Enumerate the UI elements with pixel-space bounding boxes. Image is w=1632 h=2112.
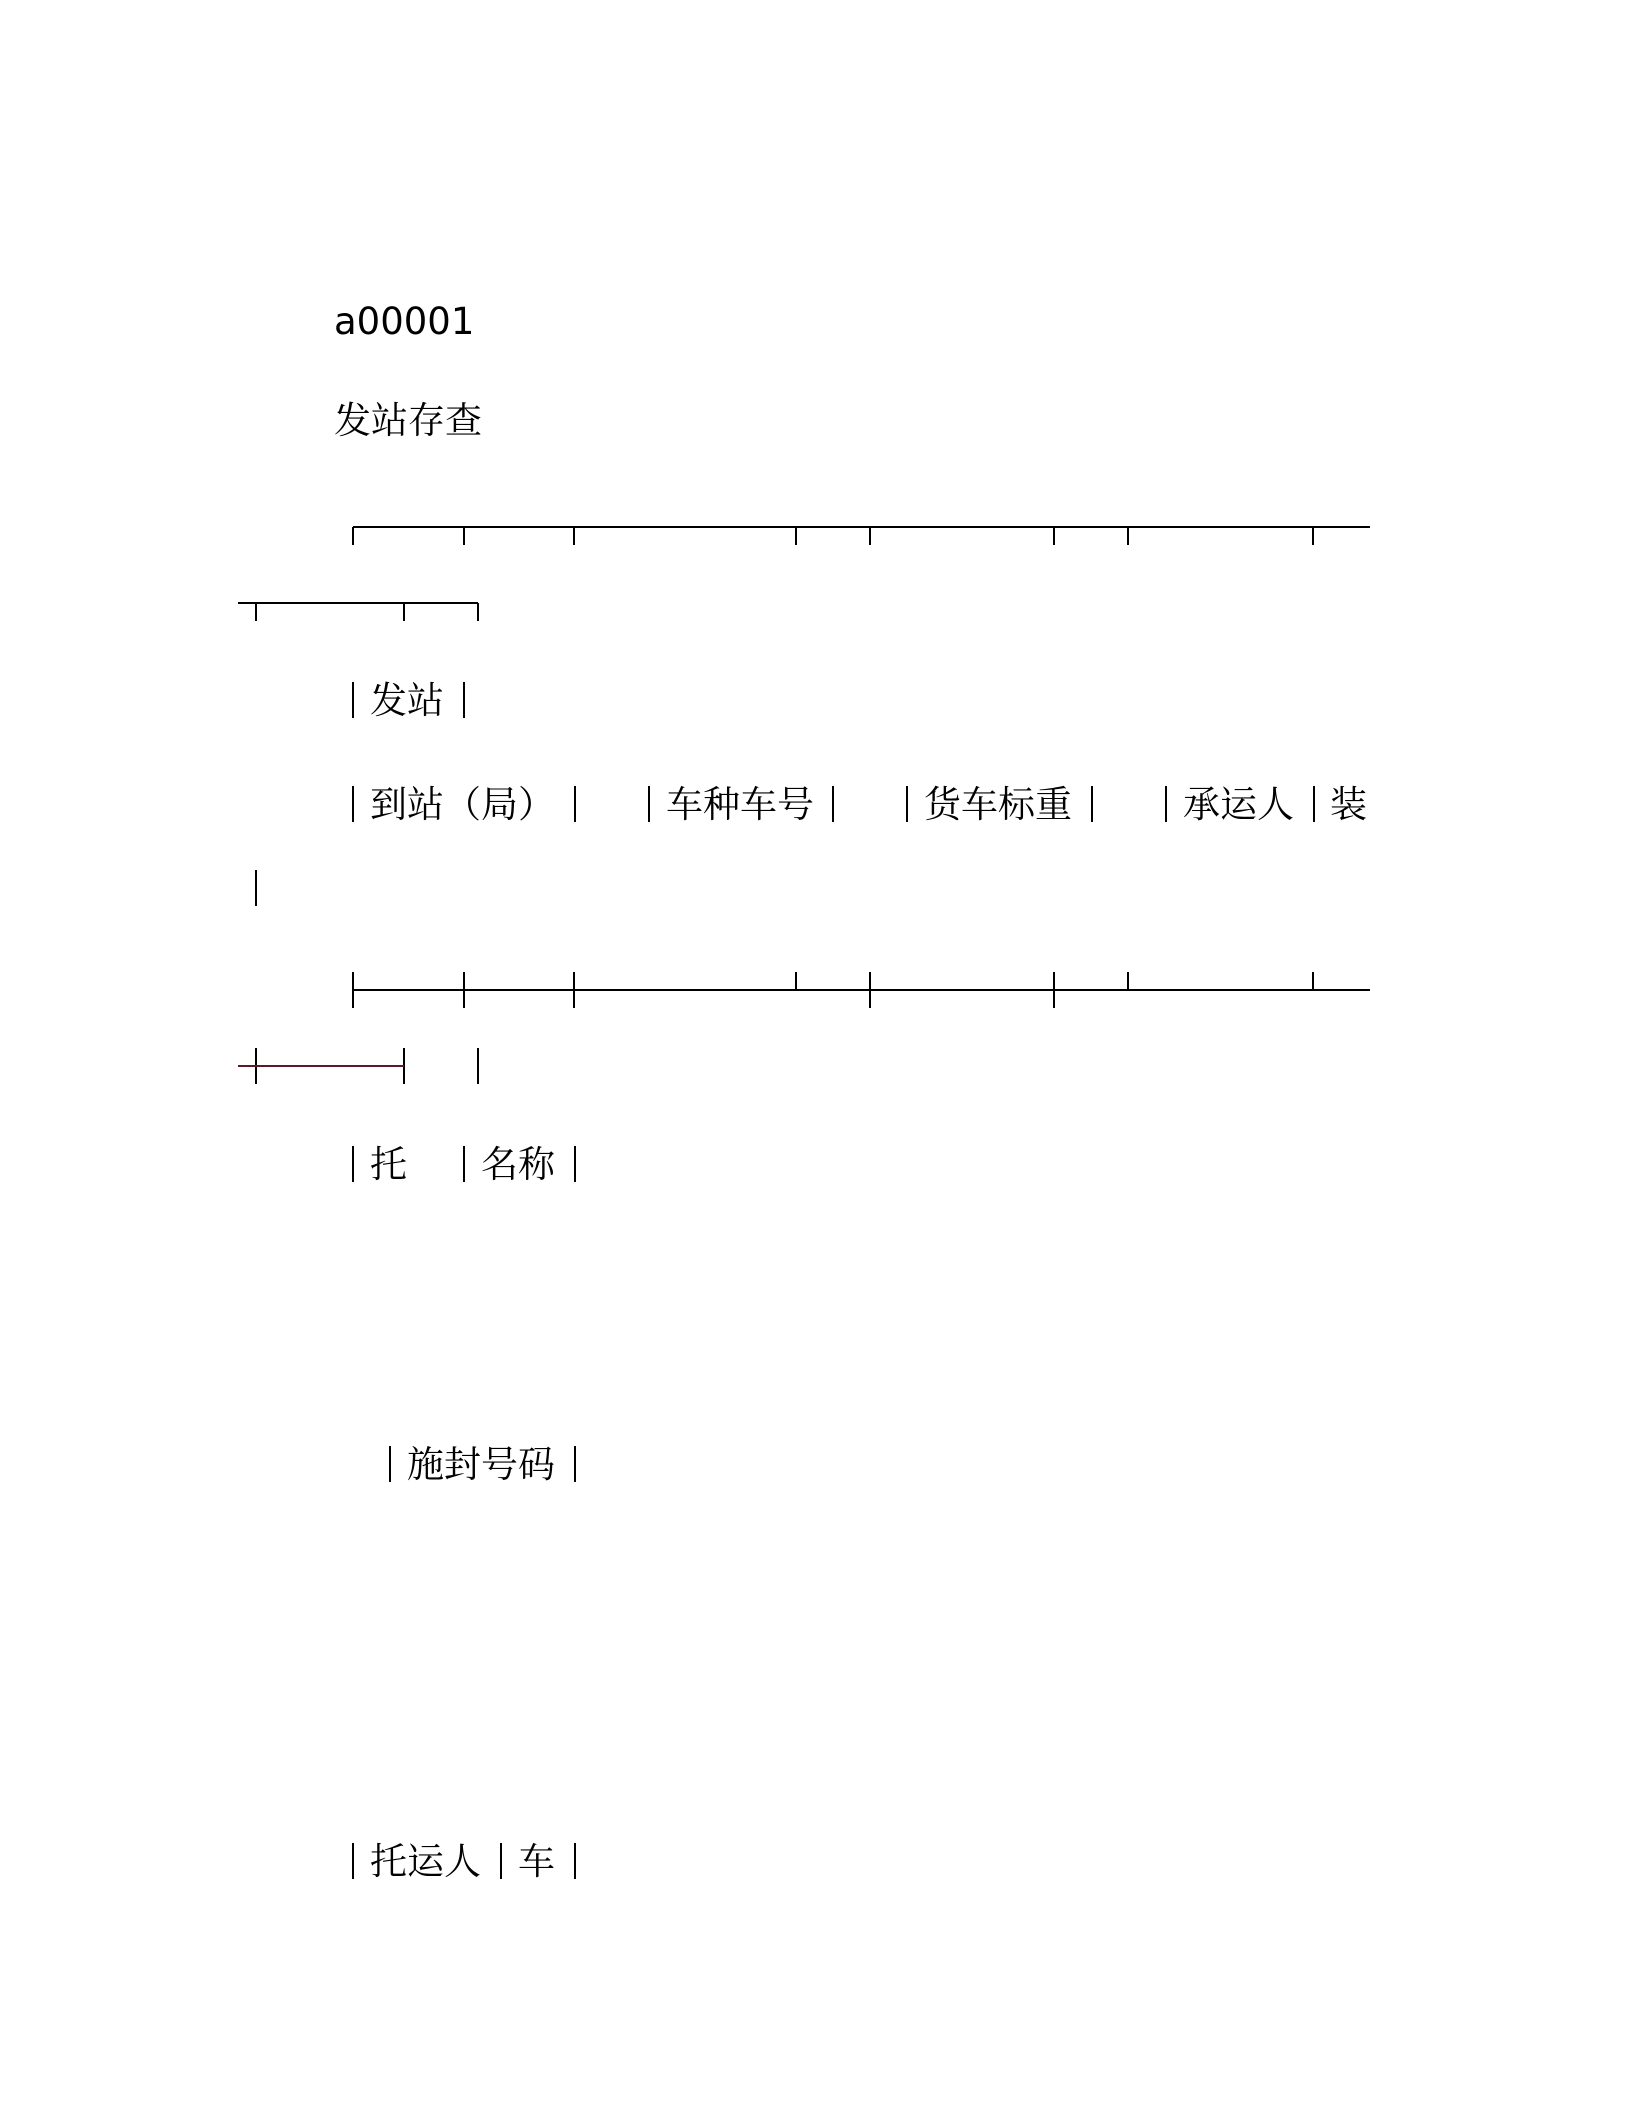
cell-divider	[574, 1843, 576, 1879]
document-code: a00001	[334, 300, 475, 343]
cell-divider	[352, 786, 354, 822]
cell-divider	[500, 1843, 502, 1879]
cell-divider	[832, 786, 834, 822]
cell-divider	[648, 786, 650, 822]
cell-divider	[1313, 786, 1315, 822]
cell-divider	[574, 1446, 576, 1482]
cell-divider	[389, 1446, 391, 1482]
label-arrival-station: 到站（局）	[370, 783, 555, 826]
label-consign: 托	[370, 1143, 407, 1186]
label-car-marked-weight: 货车标重	[924, 783, 1072, 826]
label-departure-station: 发站	[370, 679, 444, 722]
cell-divider	[906, 786, 908, 822]
label-car-type-number: 车种车号	[666, 783, 814, 826]
cell-divider	[463, 682, 465, 718]
cell-divider	[574, 1146, 576, 1182]
cell-divider	[574, 786, 576, 822]
cell-divider	[1091, 786, 1093, 822]
cell-divider	[352, 1146, 354, 1182]
label-carrier: 承运人	[1183, 783, 1294, 826]
label-seal-number: 施封号码	[407, 1443, 555, 1486]
label-car: 车	[518, 1840, 555, 1883]
label-shipper: 托运人	[370, 1840, 481, 1883]
label-name: 名称	[481, 1143, 555, 1186]
cell-divider	[352, 1843, 354, 1879]
cell-divider	[1165, 786, 1167, 822]
cell-divider	[463, 1146, 465, 1182]
document-title: 发站存查	[334, 399, 482, 442]
cell-divider	[352, 682, 354, 718]
label-loading: 装	[1330, 783, 1367, 826]
